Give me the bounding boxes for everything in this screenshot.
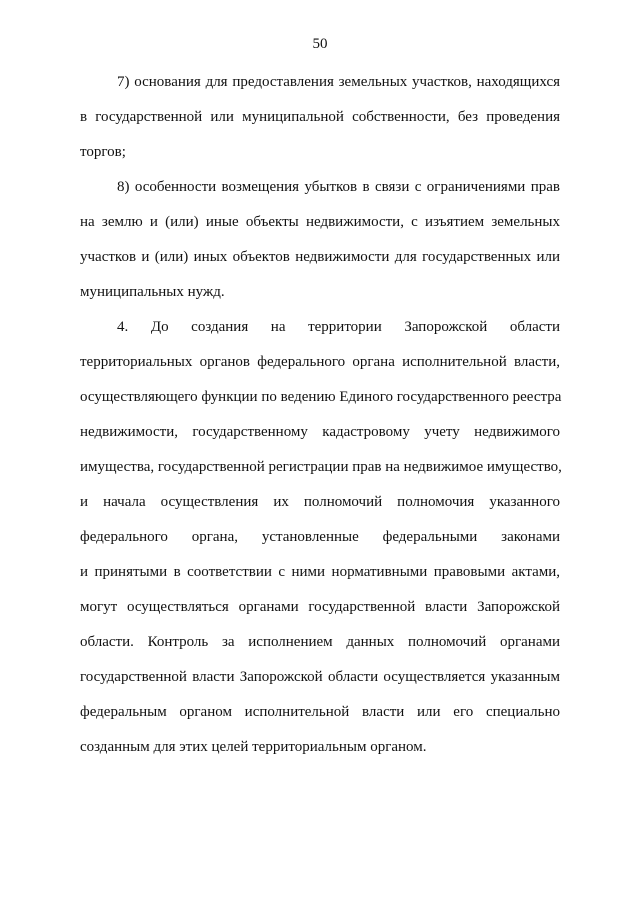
- para-4-line-4: недвижимости, государственному кадастровому учету недвижимого: [80, 424, 560, 440]
- item-7-line-3: торгов;: [80, 144, 126, 160]
- para-4-line-13: созданным для этих целей территориальным органом.: [80, 739, 427, 755]
- para-4-line-10: области. Контроль за исполнением данных полномочий органами: [80, 634, 560, 650]
- item-8-line-1: 8) особенности возмещения убытков в связи с ограничениями прав: [117, 179, 560, 195]
- item-7-line-1: 7) основания для предоставления земельных участков, находящихся: [117, 74, 560, 90]
- page-number: 50: [312, 36, 328, 52]
- para-4-line-8: и принятыми в соответствии с ними нормативными правовыми актами,: [80, 564, 560, 580]
- para-4-line-3: осуществляющего функции по ведению Единого государственного реестра: [80, 389, 562, 405]
- item-8-line-2: на землю и (или) иные объекты недвижимости, с изъятием земельных: [80, 214, 560, 230]
- item-7-line-2: в государственной или муниципальной собственности, без проведения: [80, 109, 560, 125]
- para-4-line-6: и начала осуществления их полномочий полномочия указанного: [80, 494, 560, 510]
- para-4-line-2: территориальных органов федерального органа исполнительной власти,: [80, 354, 560, 370]
- para-4-line-12: федеральным органом исполнительной власти или его специально: [80, 704, 560, 720]
- para-4-line-11: государственной власти Запорожской области осуществляется указанным: [80, 669, 560, 685]
- item-8-line-4: муниципальных нужд.: [80, 284, 225, 300]
- para-4-line-9: могут осуществляться органами государственной власти Запорожской: [80, 599, 560, 615]
- para-4-line-5: имущества, государственной регистрации прав на недвижимое имущество,: [80, 459, 562, 475]
- para-4-line-1: 4. До создания на территории Запорожской области: [117, 319, 560, 335]
- para-4-line-7: федерального органа, установленные федеральными законами: [80, 529, 560, 545]
- item-8-line-3: участков и (или) иных объектов недвижимости для государственных или: [80, 249, 560, 265]
